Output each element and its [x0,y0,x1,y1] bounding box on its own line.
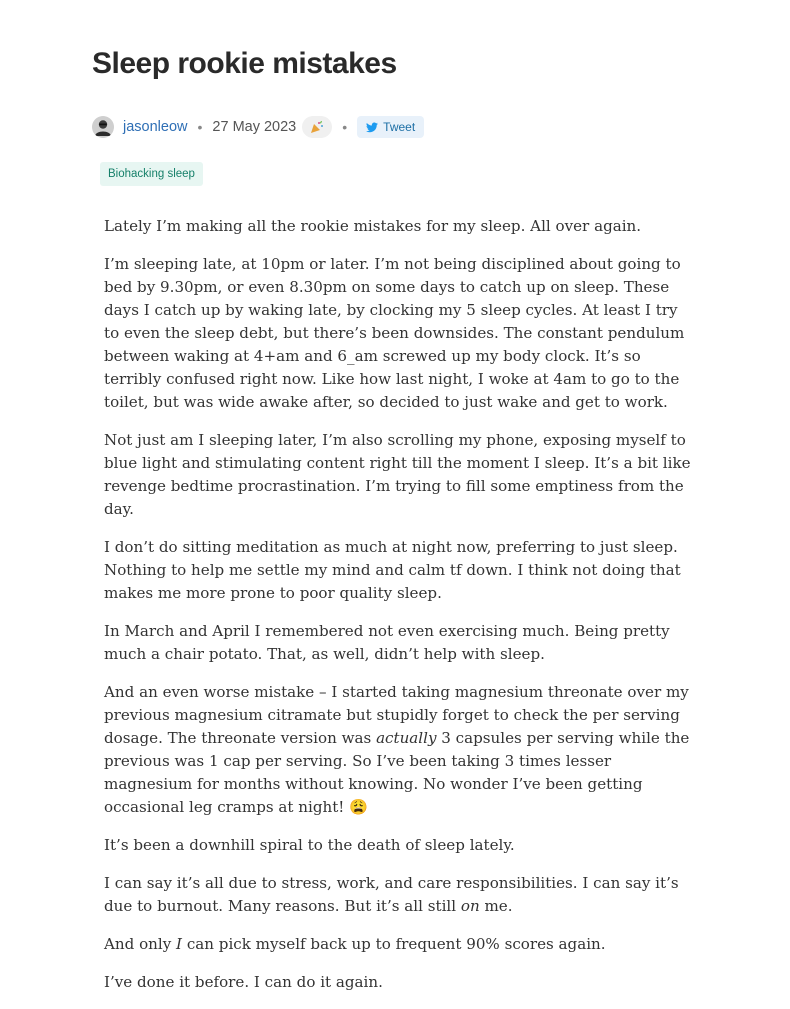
text-run: And an even worse mistake – I started taking magnesium threonate over my previous magnesium citramate but stupidly forget to check the per serving dosage. The threonate version was [104,683,689,747]
post-meta [92,114,424,140]
text-run: can pick myself back up to frequent 90% scores again. [182,935,606,953]
tag-biohacking-sleep[interactable]: Biohacking sleep [100,162,203,186]
paragraph: In March and April I remembered not even exercising much. Being pretty much a chair potato. That, as well, didn’t help with sleep. [104,622,670,663]
paragraph [104,933,694,956]
paragraph [104,872,694,918]
separator-dot: • [342,119,348,135]
reaction-button[interactable] [302,116,332,138]
paragraph: I don’t do sitting meditation as much at night now, preferring to just sleep. Nothing to help me settle my mind and calm tf down. I think not doing that makes me more prone to poor quality sleep. [104,538,681,602]
paragraph: It’s been a downhill spiral to the death of sleep lately. [104,836,515,854]
page-title: Sleep rookie mistakes [92,47,397,80]
paragraph: Lately I’m making all the rookie mistakes for my sleep. All over again. [104,217,642,235]
tweet-button[interactable] [357,116,424,138]
twitter-bird-icon [366,122,378,133]
paragraph [104,681,694,819]
post-date: 27 May 2023 [212,119,297,135]
tweet-label: Tweet [383,120,416,134]
emphasis: on [460,897,480,915]
avatar-icon[interactable] [92,116,114,138]
author-link[interactable]: jasonleow [123,119,188,135]
text-run: I can say it’s all due to stress, work, and care responsibilities. I can say it’s due to burnout. Many reasons. But it’s all still [104,874,679,915]
weary-face-icon: 😩 [349,798,368,816]
text-run: me. [479,897,513,915]
emphasis: I [176,935,183,953]
text-run: And only [104,935,177,953]
paragraph: Not just am I sleeping later, I’m also scrolling my phone, exposing myself to blue light and stimulating content right till the moment I sleep. It’s a bit like revenge bedtime procrastination. I’m trying to fill some emptiness from the day. [104,431,691,518]
separator-dot: • [197,119,203,135]
emphasis: actually [376,729,437,747]
text-run: 3 capsules per serving while the previous was 1 cap per serving. So I’ve been taking 3 times lesser magnesium for months without knowing. No wonder I’ve been getting occasional leg cramps at night! [104,729,690,816]
party-popper-icon [310,120,324,134]
paragraph: I’ve done it before. I can do it again. [104,973,383,991]
paragraph: I’m sleeping late, at 10pm or later. I’m not being disciplined about going to bed by 9.30pm, or even 8.30pm on some days to catch up on sleep. These days I catch up by waking late, by clocking my 5 sleep cycles. At least I try to even the sleep debt, but there’s been downsides. The constant pendulum between waking at 4+am and 6_am screwed up my body clock. It’s so terribly confused right now. Like how last night, I woke at 4am to go to the toilet, but was wide awake after, so decided to just wake and get to work. [104,255,685,411]
post-body [104,215,694,1009]
